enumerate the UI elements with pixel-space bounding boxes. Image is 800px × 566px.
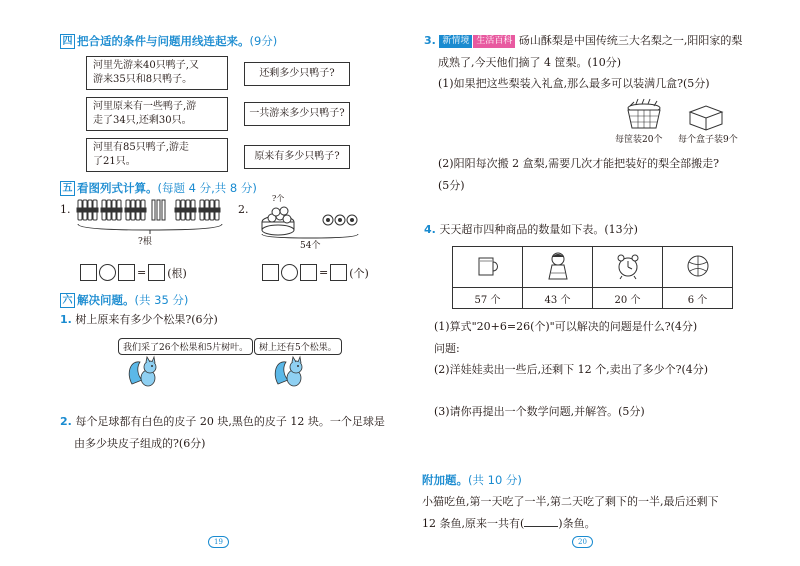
table-row-counts (453, 288, 733, 309)
q4-number: 4. (424, 223, 436, 236)
page-number-left: 19 (208, 536, 229, 548)
count-ball: 6 个 (663, 288, 733, 309)
table-cell (453, 247, 523, 288)
bonus-text-2 (422, 516, 596, 532)
formula-1 (80, 264, 187, 281)
q1-line (60, 312, 218, 328)
answer-box[interactable] (262, 264, 279, 281)
answer-box[interactable] (148, 264, 165, 281)
section4-header (60, 33, 277, 49)
squirrel-icon (126, 354, 160, 388)
stick-bundle-icon (175, 200, 196, 220)
q3-text-1: 砀山酥梨是中国传统三大名梨之一,阳阳家的梨 (518, 34, 743, 47)
q3-sub2-1: (2)阳阳每次搬 2 盒梨,需要几次才能把装好的梨全部搬走? (438, 157, 719, 170)
doll-icon (545, 251, 571, 281)
section6-number: 六 (60, 293, 75, 308)
q3-line1 (424, 33, 742, 49)
count-cup: 57 个 (453, 288, 523, 309)
condition-1-line1: 河里先游来40只鸭子,又 (93, 60, 199, 71)
q4-sub1: (1)算式"20+6=26(个)"可以解决的问题是什么?(4分) (434, 320, 698, 333)
q3-number: 3. (424, 34, 436, 47)
table-row-icons (453, 247, 733, 288)
formula-2 (262, 264, 369, 281)
q2-line1 (60, 414, 385, 430)
cup-icon (475, 253, 501, 279)
bonus-title: 附加题。 (422, 473, 468, 487)
condition-2-line2: 走了34只,还剩30只。 (93, 115, 192, 126)
cake-tray-icon (262, 207, 294, 235)
total-brace (78, 224, 222, 234)
operator-circle[interactable] (99, 264, 116, 281)
q4-sub3: (3)请你再提出一个数学问题,并解答。(5分) (434, 405, 645, 418)
p1-total-label: ?根 (138, 237, 152, 247)
answer-box[interactable] (118, 264, 135, 281)
section5-problem1-number: 1. (60, 203, 71, 216)
question-card-2[interactable]: 一共游来多少只鸭子? (244, 102, 350, 126)
ball-icon (685, 253, 711, 279)
gift-box-icon (686, 102, 726, 132)
condition-1-line2: 游来35只和8只鸭子。 (93, 74, 193, 85)
tag-life-encyclopedia: 生活百科 (473, 35, 515, 48)
count-doll: 43 个 (523, 288, 593, 309)
speech-bubble-1: 我们采了26个松果和5片树叶。 (118, 338, 253, 355)
q2-number: 2. (60, 415, 72, 428)
question-card-1[interactable]: 还剩多少只鸭子? (244, 62, 350, 86)
three-cakes-icon (323, 215, 357, 225)
condition-card-2[interactable] (86, 97, 228, 131)
q4-sub1-label: 问题: (434, 342, 460, 355)
right-page (400, 0, 800, 566)
section5-problem2-number: 2. (238, 203, 249, 216)
q4-sub2: (2)洋娃娃卖出一些后,还剩下 12 个,卖出了多少个?(4分) (434, 363, 709, 376)
q1-text: 树上原来有多少个松果?(6分) (75, 313, 218, 326)
stick-bundle-icon (77, 200, 98, 220)
operator-circle[interactable] (281, 264, 298, 281)
q4-line (424, 222, 638, 238)
question-card-3[interactable]: 原来有多少只鸭子? (244, 145, 350, 169)
section5-score: (每题 4 分,共 8 分) (157, 181, 257, 195)
section6-title: 解决问题。 (77, 293, 135, 307)
count-clock: 20 个 (593, 288, 663, 309)
unit-label: (个) (349, 266, 369, 280)
answer-box[interactable] (300, 264, 317, 281)
bonus-answer-blank[interactable] (524, 526, 558, 527)
p2-total-label: 54个 (300, 241, 321, 251)
pear-basket-icon (624, 98, 664, 134)
condition-card-1[interactable] (86, 56, 228, 90)
table-cell (663, 247, 733, 288)
bundle-icons (77, 200, 220, 220)
page-number-right: 20 (572, 536, 593, 548)
q3-sub2-2: (5分) (438, 179, 465, 192)
condition-card-3[interactable] (86, 138, 228, 172)
stick-bundle-icon (101, 200, 122, 220)
box-label: 每个盒子装9个 (678, 135, 738, 145)
stick-bundle-icon (199, 200, 220, 220)
basket-label: 每筐装20个 (615, 135, 663, 145)
answer-box[interactable] (80, 264, 97, 281)
section5-number: 五 (60, 181, 75, 196)
p2-top-label: ?个 (272, 194, 285, 203)
section6-header (60, 292, 188, 308)
answer-box[interactable] (330, 264, 347, 281)
section4-number: 四 (60, 34, 75, 49)
table-cell (523, 247, 593, 288)
section6-score: (共 35 分) (134, 293, 189, 307)
section5-header (60, 180, 257, 196)
q4-text: 天天超市四种商品的数量如下表。(13分) (439, 223, 638, 236)
condition-3-line1: 河里有85只鸭子,游走 (93, 142, 189, 153)
section4-score: (9分) (249, 34, 278, 48)
q2-text-1: 每个足球都有白色的皮子 20 块,黑色的皮子 12 块。一个足球是 (75, 415, 385, 428)
q2-text-2: 由多少块皮子组成的?(6分) (74, 437, 206, 450)
bonus-text-1: 小猫吃鱼,第一天吃了一半,第二天吃了剩下的一半,最后还剩下 (422, 495, 719, 508)
squirrel-icon (272, 354, 306, 388)
bonus-header (422, 472, 522, 488)
bonus-score: (共 10 分) (468, 473, 522, 487)
alarm-clock-icon (614, 252, 642, 280)
condition-2-line1: 河里原来有一些鸭子,游 (93, 101, 197, 112)
bonus-text-2a: 12 条鱼,原来一共有( (422, 517, 525, 530)
goods-table (452, 246, 733, 309)
bonus-text-2b: )条鱼。 (558, 517, 596, 530)
equals-sign: = (319, 266, 329, 279)
stick-bundle-icon (125, 200, 146, 220)
condition-3-line2: 了21只。 (93, 156, 136, 167)
tag-new-context: 新情境 (439, 35, 472, 48)
q3-text-2: 成熟了,今天他们摘了 4 筐梨。(10分) (438, 56, 622, 69)
single-sticks-icon (152, 200, 165, 220)
equals-sign: = (137, 266, 147, 279)
section5-title: 看图列式计算。 (77, 181, 158, 195)
speech-bubble-2: 树上还有5个松果。 (254, 338, 342, 355)
section4-title: 把合适的条件与问题用线连起来。 (77, 34, 250, 48)
unit-label: (根) (167, 266, 187, 280)
q3-sub1: (1)如果把这些梨装入礼盒,那么最多可以装满几盒?(5分) (438, 77, 710, 90)
table-cell (593, 247, 663, 288)
q1-number: 1. (60, 313, 72, 326)
